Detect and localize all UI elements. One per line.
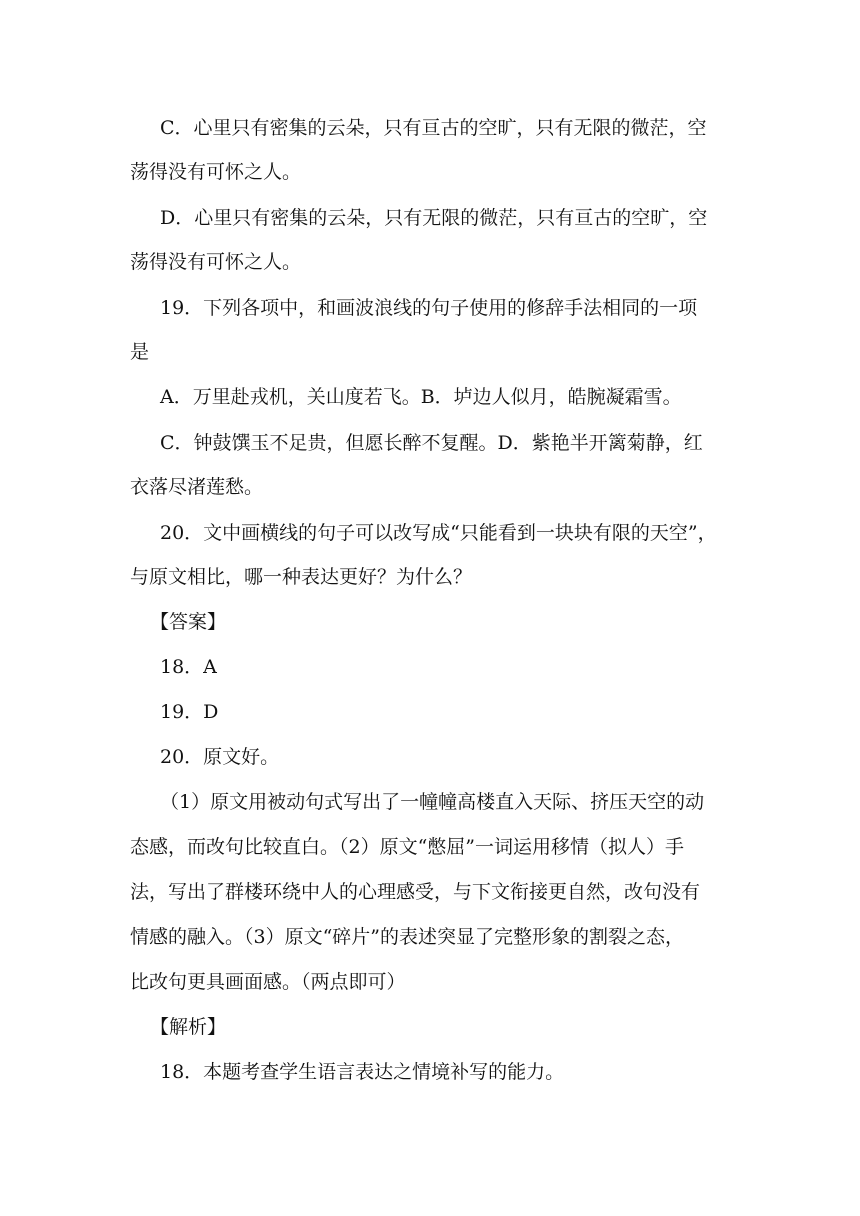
option-18c-line1: C．心里只有密集的云朵，只有亘古的空旷，只有无限的微茫，空 — [160, 117, 707, 139]
answer-20-detail-line4: 情感的融入。（3）原文“碎片”的表述突显了完整形象的割裂之态， — [130, 926, 685, 948]
question-19-options-ab: A．万里赴戎机，关山度若飞。B．垆边人似月，皓腕凝霜雪。 — [160, 386, 682, 408]
question-20-line2: 与原文相比，哪一种表达更好？为什么？ — [130, 566, 473, 588]
answer-heading: 【答案】 — [150, 611, 227, 633]
option-18d-line1: D．心里只有密集的云朵，只有无限的微茫，只有亘古的空旷，空 — [160, 207, 708, 229]
question-19-line1: 19．下列各项中，和画波浪线的句子使用的修辞手法相同的一项 — [160, 297, 698, 319]
question-20-line1: 20．文中画横线的句子可以改写成“只能看到一块块有限的天空”， — [160, 522, 717, 544]
answer-20-detail-line3: 法，写出了群楼环绕中人的心理感受，与下文衔接更自然，改句没有 — [130, 881, 701, 903]
answer-20: 20．原文好。 — [160, 746, 280, 768]
option-18c-line2: 荡得没有可怀之人。 — [130, 161, 302, 183]
answer-20-detail-line1: （1）原文用被动句式写出了一幢幢高楼直入天际、挤压天空的动 — [160, 791, 705, 813]
question-19-line2: 是 — [130, 341, 150, 363]
answer-20-detail-line5: 比改句更具画面感。（两点即可） — [130, 971, 406, 993]
question-19-options-cd-line2: 衣落尽渚莲愁。 — [130, 476, 264, 498]
answer-20-detail-line2: 态感，而改句比较直白。（2）原文“憋屈”一词运用移情（拟人）手 — [130, 836, 685, 858]
answer-19: 19．D — [160, 701, 219, 723]
option-18d-line2: 荡得没有可怀之人。 — [130, 251, 302, 273]
answer-18: 18．A — [160, 656, 217, 678]
analysis-18: 18．本题考查学生语言表达之情境补写的能力。 — [160, 1061, 565, 1083]
analysis-heading: 【解析】 — [150, 1016, 227, 1038]
question-19-options-cd-line1: C．钟鼓馔玉不足贵，但愿长醉不复醒。D．紫艳半开篱菊静，红 — [160, 432, 703, 454]
